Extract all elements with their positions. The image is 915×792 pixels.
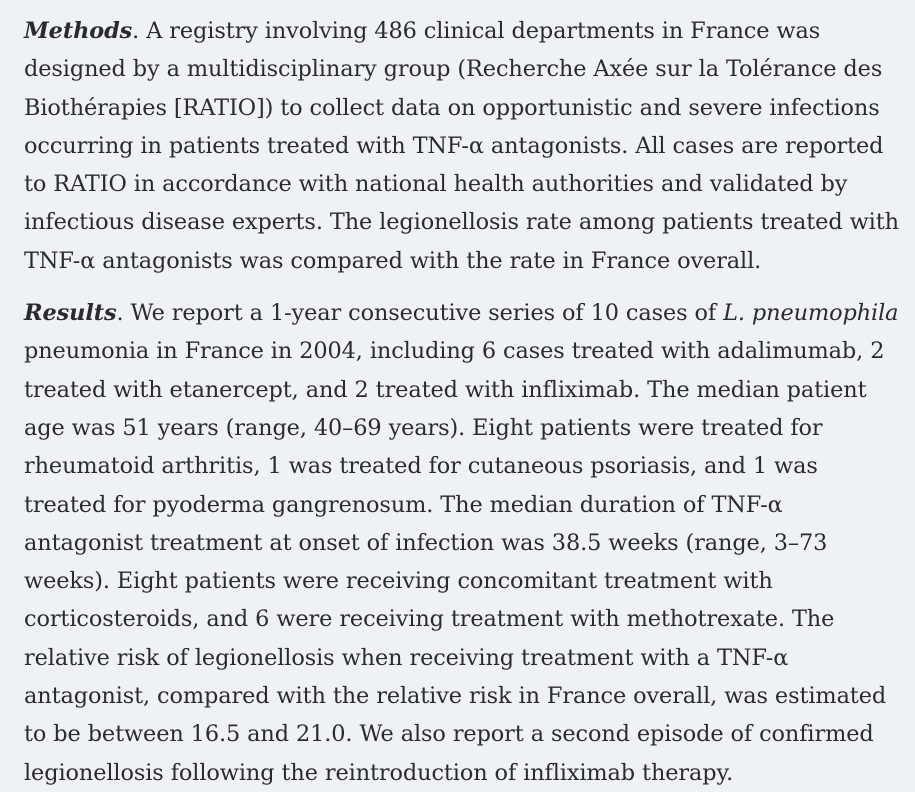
- results-text-before: . We report a 1-year consecutive series of 10 cases of: [116, 300, 724, 327]
- methods-label: Methods: [24, 18, 133, 44]
- methods-text: . A registry involving 486 clinical departments in France was designed by a multidisciplinary group (Recherche Axée sur la Tolérance des Biothérapies [RATIO]) to collect data on opportunistic and severe infections occurring in patients treated with TNF-α antagonists. All cases are reported to RATIO in accordance with national health authorities and validated by infectious disease experts. The legionellosis rate among patients treated with TNF-α antagonists was compared with the rate in France overall.: [24, 18, 899, 274]
- species-name: L. pneumophila: [723, 300, 899, 327]
- abstract-body: [24, 12, 904, 792]
- results-label: Results: [24, 300, 117, 327]
- methods-paragraph: [24, 12, 904, 280]
- results-text-after: pneumonia in France in 2004, including 6 cases treated with adalimumab, 2 treated with etanercept, and 2 treated with infliximab. The median patient age was 51 years (range, 40–69 years). Eight patients were treated for rheumatoid arthritis, 1 was treated for cutaneous psoriasis, and 1 was treated for pyoderma gangrenosum. The median duration of TNF-α antagonist treatment at onset of infection was 38.5 weeks (range, 3–73 weeks). Eight patients were receiving concomitant treatment with corticosteroids, and 6 were receiving treatment with methotrexate. The relative risk of legionellosis when receiving treatment with a TNF-α antagonist, compared with the relative risk in France overall, was estimated to be between 16.5 and 21.0. We also report a second episode of confirmed legionellosis following the reintroduction of infliximab therapy.: [24, 338, 887, 786]
- results-paragraph: [24, 294, 904, 792]
